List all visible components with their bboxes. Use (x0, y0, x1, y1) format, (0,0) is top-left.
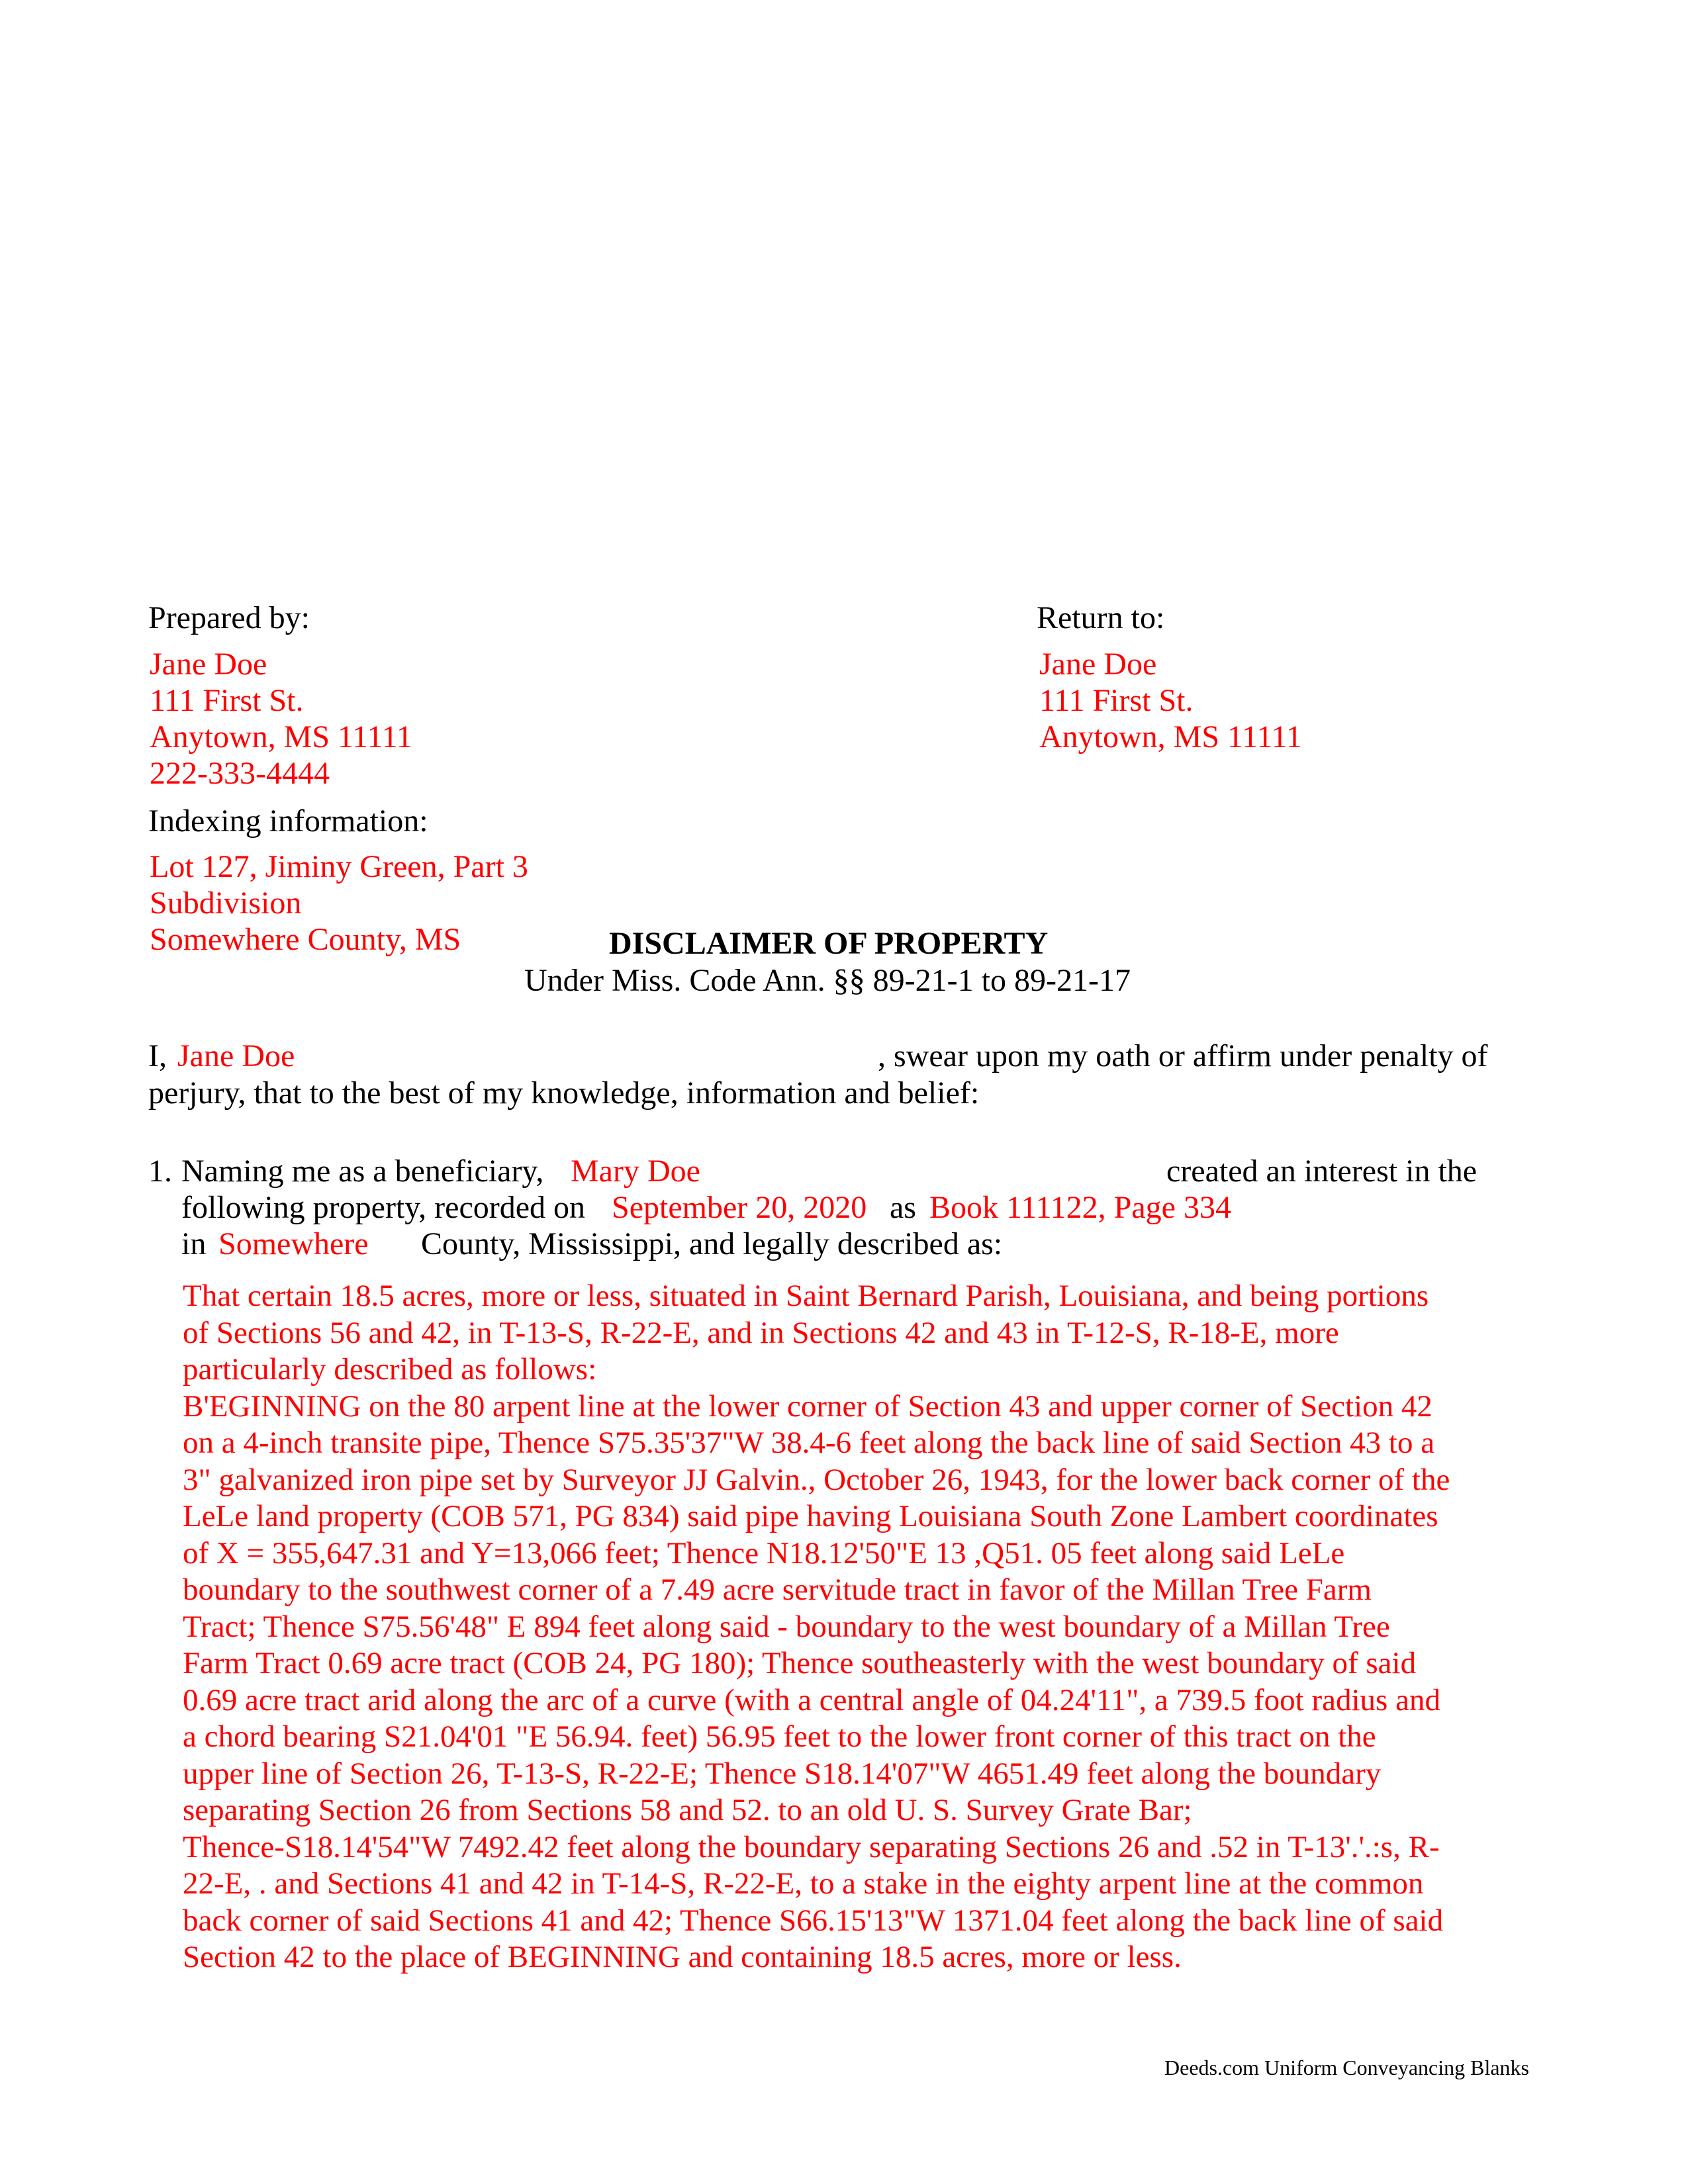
return-street: 111 First St. (1039, 683, 1194, 718)
item-text-6: County, Mississippi, and legally described as: (421, 1226, 1003, 1261)
item-text-4: as (890, 1190, 916, 1225)
legal-line: back corner of said Sections 41 and 42; Thence S66.15'13"W 1371.04 feet along the back line of said (183, 1903, 1444, 1938)
preparer-city: Anytown, MS 11111 (150, 719, 412, 754)
legal-line: particularly described as follows: (183, 1352, 597, 1387)
footer-credit: Deeds.com Uniform Conveyancing Blanks (1164, 2056, 1529, 2079)
indexing-label: Indexing information: (148, 803, 428, 839)
creator-name: Mary Doe (571, 1154, 700, 1189)
legal-line: Thence-S18.14'54"W 7492.42 feet along the boundary separating Sections 26 and .52 in T-13'.'.:s, R- (183, 1829, 1440, 1864)
item-text-3: following property, recorded on (181, 1190, 586, 1225)
legal-line: Farm Tract 0.69 acre tract (COB 24, PG 180); Thence southeasterly with the west boundary of said (183, 1646, 1417, 1680)
oath-suffix: , swear upon my oath or affirm under penalty of (878, 1038, 1488, 1073)
return-city: Anytown, MS 11111 (1039, 719, 1302, 754)
indexing-line-2: Subdivision (150, 886, 302, 921)
legal-line: boundary to the southwest corner of a 7.49 acre servitude tract in favor of the Millan Tree Farm (183, 1572, 1372, 1607)
indexing-line-3: Somewhere County, MS (150, 922, 461, 957)
legal-line: 0.69 acre tract arid along the arc of a curve (with a central angle of 04.24'11", a 739.5 foot radius and (183, 1682, 1440, 1717)
legal-line: 3" galvanized iron pipe set by Surveyor JJ Galvin., October 26, 1943, for the lower back corner of the (183, 1462, 1450, 1497)
indexing-line-1: Lot 127, Jiminy Green, Part 3 (150, 849, 528, 884)
legal-line: upper line of Section 26, T-13-S, R-22-E; Thence S18.14'07"W 4651.49 feet along the boundary (183, 1756, 1382, 1791)
oath-prefix: I, (148, 1038, 167, 1073)
item-text-5: in (181, 1226, 207, 1261)
legal-line: That certain 18.5 acres, more or less, situated in Saint Bernard Parish, Louisiana, and being portions (183, 1279, 1429, 1313)
legal-line: B'EGINNING on the 80 arpent line at the lower corner of Section 43 and upper corner of Section 42 (183, 1388, 1432, 1424)
legal-line: on a 4-inch transite pipe, Thence S75.35'37"W 38.4-6 feet along the back line of said Section 43 to a (183, 1426, 1435, 1460)
document-title: DISCLAIMER OF PROPERTY (609, 926, 1049, 961)
preparer-street: 111 First St. (150, 683, 304, 718)
preparer-phone: 222-333-4444 (150, 756, 330, 791)
document-subtitle: Under Miss. Code Ann. §§ 89-21-1 to 89-21-17 (524, 963, 1131, 998)
preparer-name: Jane Doe (150, 647, 267, 682)
legal-line: separating Section 26 from Sections 58 and 52. to an old U. S. Survey Grate Bar; (183, 1793, 1192, 1827)
legal-line: 22-E, . and Sections 41 and 42 in T-14-S, R-22-E, to a stake in the eighty arpent line at the common (183, 1866, 1424, 1901)
legal-description (183, 1278, 1546, 1976)
legal-line: of Sections 56 and 42, in T-13-S, R-22-E, and in Sections 42 and 43 in T-12-S, R-18-E, more (183, 1315, 1339, 1350)
book-page: Book 111122, Page 334 (929, 1190, 1231, 1225)
item-number: 1. (148, 1154, 172, 1189)
legal-line: a chord bearing S21.04'01 "E 56.94. feet) 56.95 feet to the lower front corner of this tract on the (183, 1719, 1376, 1754)
legal-line: Section 42 to the place of BEGINNING and containing 18.5 acres, more or less. (183, 1940, 1182, 1974)
prepared-by-label: Prepared by: (148, 600, 310, 635)
return-to-label: Return to: (1037, 600, 1165, 635)
return-name: Jane Doe (1039, 647, 1157, 682)
affiant-name: Jane Doe (177, 1038, 295, 1073)
recorded-date: September 20, 2020 (612, 1190, 867, 1225)
oath-line-2: perjury, that to the best of my knowledge, information and belief: (148, 1075, 980, 1111)
legal-line: LeLe land property (COB 571, PG 834) said pipe having Louisiana South Zone Lambert coordinates (183, 1499, 1438, 1533)
item-text-1: Naming me as a beneficiary, (181, 1154, 544, 1189)
county-name: Somewhere (218, 1226, 369, 1261)
legal-line: Tract; Thence S75.56'48" E 894 feet along said - boundary to the west boundary of a Millan Tree (183, 1609, 1390, 1644)
legal-line: of X = 355,647.31 and Y=13,066 feet; Thence N18.12'50"E 13 ,Q51. 05 feet along said LeLe (183, 1535, 1345, 1570)
item-text-2: created an interest in the (1166, 1154, 1477, 1189)
